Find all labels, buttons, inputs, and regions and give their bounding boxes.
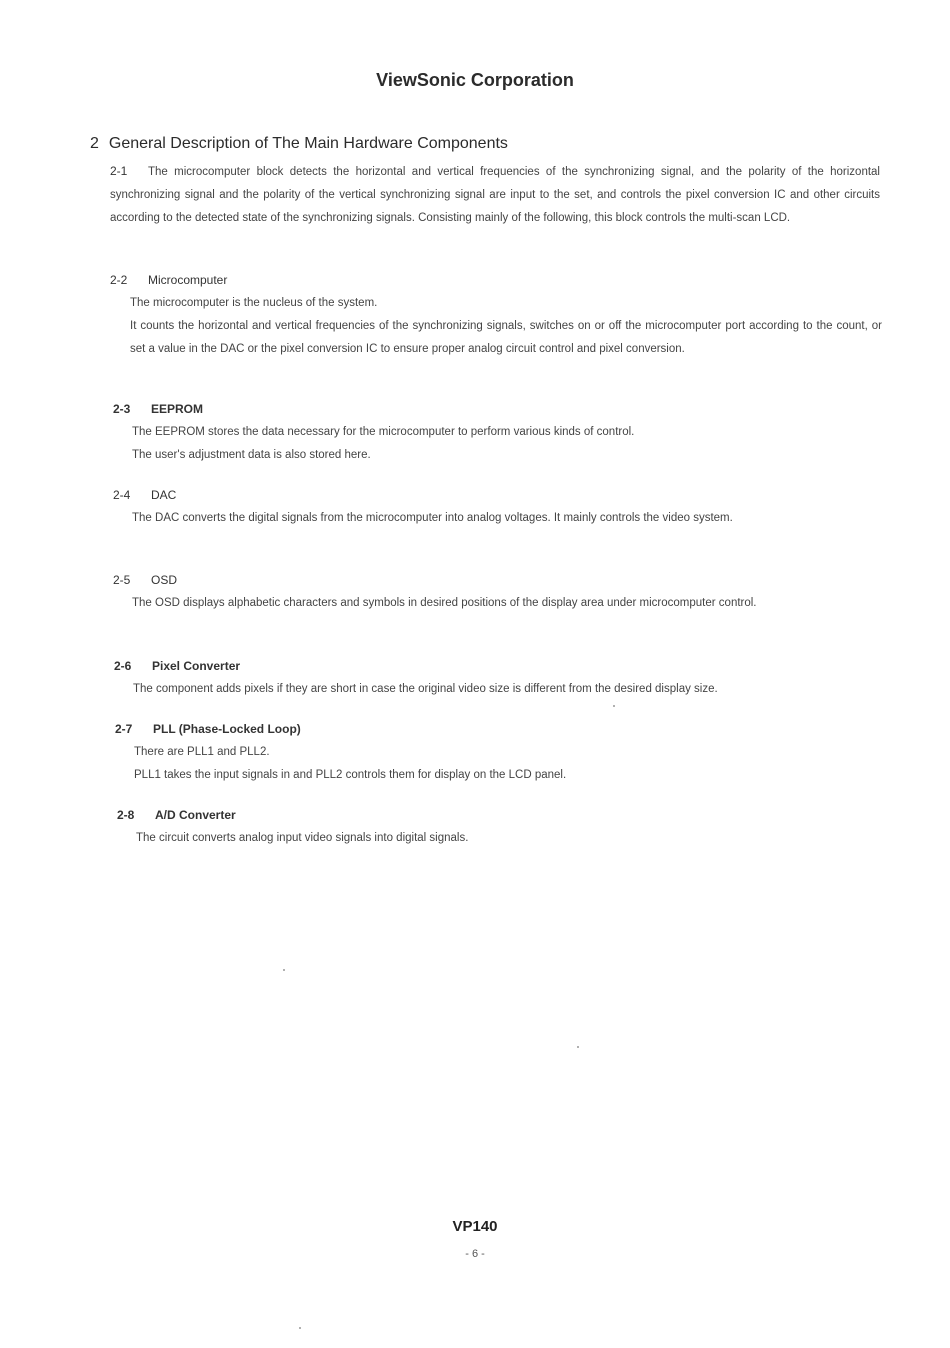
section-2-6 [114, 658, 886, 701]
chapter-title: General Description of The Main Hardware Components [108, 135, 508, 152]
section-paragraph: The DAC converts the digital signals from the microcomputer into analog voltages. It mainly controls the video system. [132, 512, 733, 524]
chapter-number: 2 [90, 135, 99, 152]
section-2-1 [110, 160, 880, 230]
section-paragraph: The EEPROM stores the data necessary for the microcomputer to perform various kinds of control. [132, 426, 635, 438]
scan-speck [613, 705, 615, 707]
section-2-8 [117, 807, 889, 850]
section-paragraph: There are PLL1 and PLL2. [134, 746, 270, 758]
section-paragraph: It counts the horizontal and vertical frequencies of the synchronizing signals, switches on or off the microcomputer port according to the count, or set a value in the DAC or the pixel conversion IC to ensure proper analog circuit control and pixel conversion. [130, 320, 882, 355]
company-header: ViewSonic Corporation [376, 70, 574, 90]
section-paragraph: The component adds pixels if they are short in case the original video size is different from the desired display size. [133, 683, 718, 695]
section-paragraph: PLL1 takes the input signals in and PLL2 controls them for display on the LCD panel. [134, 769, 567, 781]
scan-speck [283, 969, 285, 971]
page-number: - 6 - [465, 1248, 485, 1260]
chapter-heading [90, 135, 508, 153]
section-paragraph: 2-1 The microcomputer block detects the horizontal and vertical frequencies of the synchronizing signal, and the polarity of the horizontal synchronizing signal and the polarity of the vertical synchronizing signal are input to the set, and controls the pixel conversion IC and other circuits according to the detected state of the synchronizing signals. Consisting mainly of the following, this block controls the multi-scan LCD. [110, 160, 880, 230]
model-number: VP140 [452, 1218, 498, 1235]
section-2-4 [113, 487, 885, 530]
section-paragraph: The microcomputer is the nucleus of the system. [130, 297, 378, 309]
section-title: 2-3 EEPROM [113, 402, 204, 416]
section-number: 2-1 [110, 164, 128, 178]
section-title: 2-6 Pixel Converter [114, 659, 241, 673]
section-title: 2-4 DAC [113, 488, 177, 502]
section-title: 2-2 Microcomputer [110, 273, 228, 287]
section-paragraph: The user's adjustment data is also stored here. [132, 449, 371, 461]
section-title: 2-7 PLL (Phase-Locked Loop) [115, 722, 301, 736]
section-2-3 [113, 401, 885, 467]
section-2-5 [113, 572, 885, 615]
scan-speck [577, 1046, 579, 1048]
section-paragraph: The OSD displays alphabetic characters and symbols in desired positions of the display area under microcomputer control. [132, 597, 757, 609]
section-2-7 [115, 721, 887, 787]
section-title: 2-5 OSD [113, 573, 178, 587]
section-paragraph: The circuit converts analog input video signals into digital signals. [136, 832, 469, 844]
scan-speck [299, 1327, 301, 1329]
section-2-2 [110, 272, 882, 361]
section-title: 2-8 A/D Converter [117, 808, 236, 822]
